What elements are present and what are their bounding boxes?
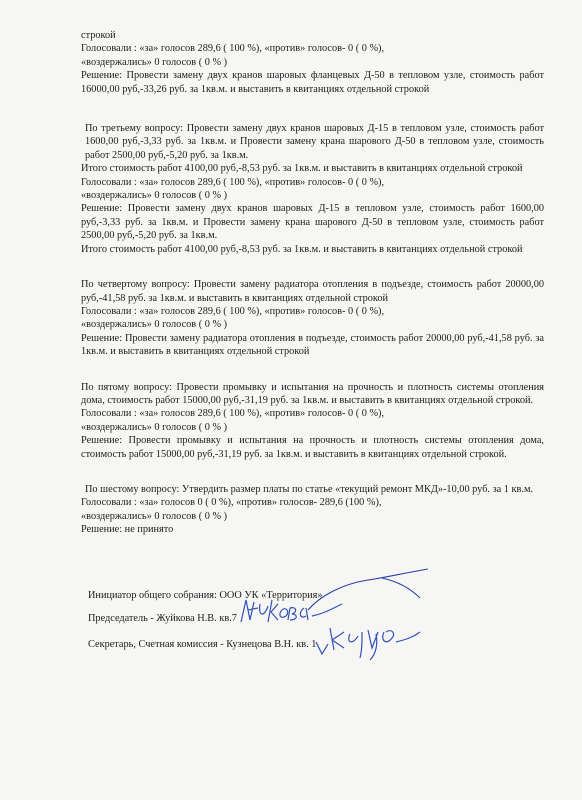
votes-line: Голосовали : «за» голосов 289,6 ( 100 %), «против» голосов- 0 ( 0 %), — [81, 305, 385, 317]
initiator-line: Инициатор общего собрания: ООО УК «Территория» — [88, 590, 323, 601]
question-proposal: По третьему вопросу: Провести замену двух кранов шаровых Д-15 в тепловом узле, стоимость работ 1600,00 руб,-3,33 руб. за 1кв.м. и Провести замену крана шарового Д-50 в тепловом узле, стоимость работ 2500,00 руб,-5,20 руб. за 1кв.м. — [85, 123, 544, 161]
question-proposal: По пятому вопросу: Провести промывку и испытания на прочность и плотность системы отопления дома, стоимость работ 15000,00 руб,-31,19 руб. за 1кв.м. и выставить в квитанциях отдельной строкой. — [81, 381, 544, 406]
abstained-line: «воздержались» 0 голосов ( 0 % ) — [81, 190, 228, 202]
abstained-line: «воздержались» 0 голосов ( 0 % ) — [81, 319, 228, 331]
votes-line: Голосовали : «за» голосов 289,6 ( 100 %), «против» голосов- 0 ( 0 %), — [81, 408, 385, 420]
question-proposal: По шестому вопросу: Утвердить размер платы по статье «текущий ремонт МКД»-10,00 руб. за 1 кв.м. — [85, 483, 534, 495]
question5 — [81, 381, 544, 461]
secretary-signature — [312, 620, 422, 662]
question4 — [81, 278, 544, 358]
decision-text: Решение: Провести замену двух кранов шаровых фланцевых Д-50 в тепловом узле, стоимость работ 16000,00 руб,-33,26 руб. за 1кв.м. и выставить в квитанциях отдельной строкой — [81, 70, 544, 95]
question3 — [81, 122, 544, 256]
question6 — [81, 483, 544, 537]
decision-text: Решение: Провести промывку и испытания на прочность и плотность системы отопления дома, стоимость работ 15000,00 руб,-31,19 руб. за 1кв.м. и выставить в квитанциях отдельной строкой. — [81, 435, 544, 460]
abstained-line: «воздержались» 0 голосов ( 0 % ) — [81, 421, 228, 433]
abstained-line: «воздержались» 0 голосов ( 0 % ) — [81, 510, 228, 522]
chairman-line: Председатель - Жуйкова Н.В. кв.7 — [88, 613, 237, 624]
votes-line: Голосовали : «за» голосов 0 ( 0 %), «против» голосов- 289,6 (100 %), — [81, 497, 382, 509]
decision-text: Решение: не принято — [81, 524, 174, 536]
decision-text: Решение: Провести замену двух кранов шаровых Д-15 в тепловом узле, стоимость работ 1600,00 руб,-3,33 руб. за 1кв.м. и Провести замену крана шарового Д-50 в тепловом узле, стоимость работ 2500,00 руб,-5,20 руб. за 1кв.м. — [81, 203, 544, 242]
question-proposal: По четвертому вопросу: Провести замену радиатора отопления в подъезде, стоимость работ 20000,00 руб,-41,58 руб. за 1кв.м. и выставить в квитанциях отдельной строкой — [81, 279, 544, 304]
decision-text: Решение: Провести замену радиатора отопления в подъезде, стоимость работ 20000,00 руб,-41,58 руб. за 1кв.м. и выставить в квитанциях отдельной строкой — [81, 332, 544, 358]
votes-line: Голосовали : «за» голосов 289,6 ( 100 %), «против» голосов- 0 ( 0 %), — [81, 43, 385, 55]
votes-line: Голосовали : «за» голосов 289,6 ( 100 %), «против» голосов- 0 ( 0 %), — [81, 176, 385, 188]
text-line: строкой — [81, 30, 116, 41]
secretary-line: Секретарь, Счетная комиссия - Кузнецова В.Н. кв. 1 — [88, 639, 317, 650]
total-cost: Итого стоимость работ 4100,00 руб,-8,53 руб. за 1кв.м. и выставить в квитанциях отдельной строкой — [81, 243, 523, 255]
protocol-body — [81, 29, 544, 537]
abstained-line: «воздержались» 0 голосов ( 0 % ) — [81, 56, 228, 68]
question2-tail — [81, 29, 544, 96]
total-cost: Итого стоимость работ 4100,00 руб,-8,53 руб. за 1кв.м. и выставить в квитанциях отдельной строкой — [81, 163, 523, 175]
